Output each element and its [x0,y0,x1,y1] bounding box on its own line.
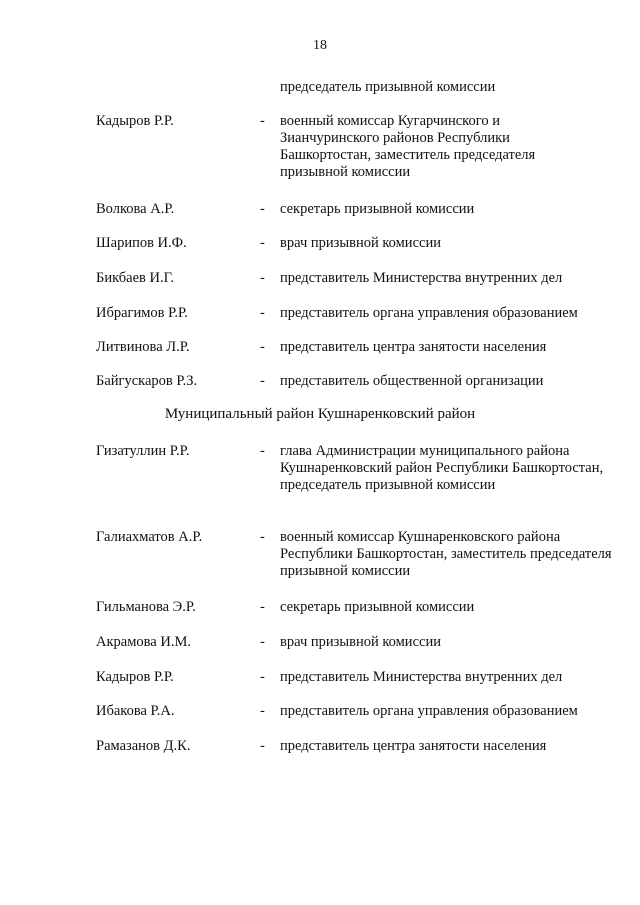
dash-separator: - [260,634,265,650]
member-name: Шарипов И.Ф. [96,235,187,251]
member-name: Галиахматов А.Р. [96,529,203,545]
dash-separator: - [260,703,265,719]
dash-separator: - [260,305,265,321]
member-role: глава Администрации муниципального района Кушнаренковский район Республики Башкортостан, председатель призывной комиссии [280,443,604,493]
member-name: Акрамова И.М. [96,634,191,650]
dash-separator: - [260,201,265,217]
member-name: Рамазанов Д.К. [96,738,191,754]
member-role: представитель центра занятости населения [280,339,547,355]
member-role: представитель Министерства внутренних дел [280,270,563,286]
member-role: представитель Министерства внутренних дел [280,669,563,685]
member-name: Литвинова Л.Р. [96,339,190,355]
member-role: представитель органа управления образованием [280,703,578,719]
member-name: Кадыров Р.Р. [96,669,174,685]
page-number: 18 [313,38,327,53]
dash-separator: - [260,669,265,685]
dash-separator: - [260,443,265,459]
dash-separator: - [260,529,265,545]
member-name: Ибакова Р.А. [96,703,175,719]
dash-separator: - [260,738,265,754]
member-name: Волкова А.Р. [96,201,175,217]
member-role: представитель общественной организации [280,373,544,389]
member-name: Байгускаров Р.З. [96,373,198,389]
member-role: представитель органа управления образованием [280,305,578,321]
member-role: военный комиссар Кугарчинского и Зианчуринского районов Республики Башкортостан, заместитель председателя призывной комиссии [280,113,536,180]
member-role: врач призывной комиссии [280,235,441,251]
member-role: секретарь призывной комиссии [280,201,475,217]
continuation-text: председатель призывной комиссии [280,79,496,95]
member-role: представитель центра занятости населения [280,738,547,754]
dash-separator: - [260,599,265,615]
dash-separator: - [260,373,265,389]
member-name: Гизатуллин Р.Р. [96,443,190,459]
section-heading: Муниципальный район Кушнаренковский район [164,406,476,422]
dash-separator: - [260,113,265,129]
member-name: Ибрагимов Р.Р. [96,305,188,321]
member-role: врач призывной комиссии [280,634,441,650]
dash-separator: - [260,339,265,355]
member-role: военный комиссар Кушнаренковского района Республики Башкортостан, заместитель председателя призывной комиссии [280,529,612,579]
member-role: секретарь призывной комиссии [280,599,475,615]
member-name: Бикбаев И.Г. [96,270,174,286]
member-name: Кадыров Р.Р. [96,113,174,129]
dash-separator: - [260,235,265,251]
dash-separator: - [260,270,265,286]
member-name: Гильманова Э.Р. [96,599,196,615]
